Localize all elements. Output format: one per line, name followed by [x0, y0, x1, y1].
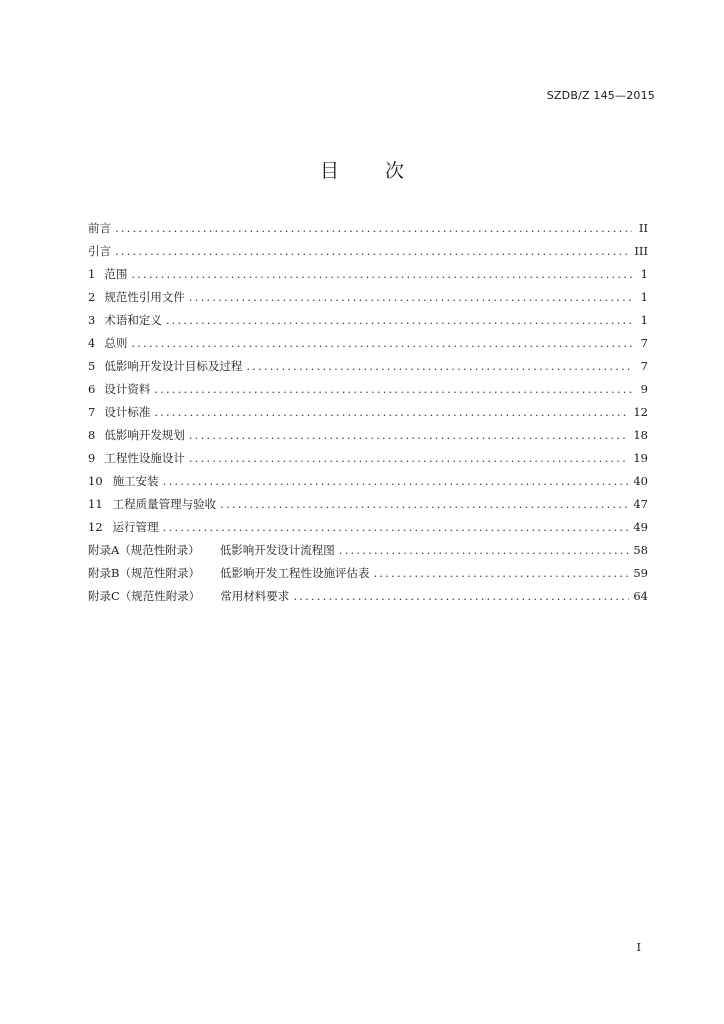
toc-entry-number: 附录C（规范性附录） — [88, 589, 201, 603]
toc-entry-number: 6 — [88, 382, 96, 396]
page-number: I — [636, 941, 641, 954]
toc-entry-3[interactable] — [88, 309, 648, 332]
toc-leader-dots — [154, 401, 629, 424]
toc-entry-11[interactable] — [88, 493, 648, 516]
toc-entry-number: 12 — [88, 520, 103, 534]
toc-entry-label: 低影响开发工程性设施评估表 — [219, 566, 370, 580]
toc-entry-number: 10 — [88, 474, 103, 488]
toc-entry-label: 低影响开发设计目标及过程 — [104, 359, 243, 373]
toc-leader-dots — [293, 585, 629, 608]
toc-entry-4[interactable] — [88, 332, 648, 355]
toc-entry-page: 1 — [640, 267, 648, 281]
document-code: SZDB/Z 145—2015 — [546, 89, 655, 102]
toc-entry-page: 7 — [640, 336, 648, 350]
toc-entry-label: 前言 — [88, 221, 111, 235]
toc-entry-label: 设计标准 — [104, 405, 151, 419]
toc-entry-label: 范围 — [104, 267, 128, 281]
toc-entry-page: 1 — [640, 313, 648, 327]
toc-entry-page: 59 — [633, 566, 648, 580]
toc-leader-dots — [115, 217, 632, 240]
toc-entry-label: 术语和定义 — [104, 313, 162, 327]
toc-leader-dots — [220, 493, 629, 516]
toc-entry-2[interactable] — [88, 286, 648, 309]
toc-entry-page: 58 — [633, 543, 648, 557]
toc-entry-5[interactable] — [88, 355, 648, 378]
toc-entry-foreword[interactable] — [88, 217, 648, 240]
toc-leader-dots — [131, 263, 632, 286]
toc-entry-page: 19 — [633, 451, 648, 465]
toc-entry-page: III — [634, 244, 648, 258]
toc-leader-dots — [189, 447, 630, 470]
toc-entry-1[interactable] — [88, 263, 648, 286]
toc-entry-number: 2 — [88, 290, 96, 304]
toc-entry-number: 4 — [88, 336, 96, 350]
toc-entry-label: 低影响开发规划 — [104, 428, 185, 442]
toc-entry-page: 7 — [640, 359, 648, 373]
table-of-contents — [88, 217, 648, 608]
toc-entry-page: 12 — [633, 405, 648, 419]
toc-leader-dots — [131, 332, 632, 355]
toc-entry-label: 规范性引用文件 — [104, 290, 185, 304]
toc-entry-label: 工程质量管理与验收 — [112, 497, 217, 511]
toc-entry-annex-b[interactable] — [88, 562, 648, 585]
toc-leader-dots — [163, 516, 630, 539]
toc-leader-dots — [154, 378, 632, 401]
toc-entry-number: 5 — [88, 359, 96, 373]
toc-entry-label: 常用材料要求 — [220, 589, 290, 603]
toc-entry-page: 49 — [633, 520, 648, 534]
toc-entry-page: 18 — [633, 428, 648, 442]
toc-entry-label: 设计资料 — [104, 382, 151, 396]
toc-entry-7[interactable] — [88, 401, 648, 424]
toc-leader-dots — [115, 240, 630, 263]
toc-leader-dots — [166, 309, 632, 332]
toc-entry-number: 7 — [88, 405, 96, 419]
toc-entry-number: 8 — [88, 428, 96, 442]
toc-leader-dots — [246, 355, 632, 378]
toc-title: 目 次 — [319, 160, 425, 182]
toc-entry-page: II — [638, 221, 648, 235]
toc-entry-label: 引言 — [88, 244, 111, 258]
toc-entry-number: 9 — [88, 451, 96, 465]
toc-entry-page: 9 — [640, 382, 648, 396]
toc-entry-6[interactable] — [88, 378, 648, 401]
toc-entry-number: 1 — [88, 267, 96, 281]
toc-entry-introduction[interactable] — [88, 240, 648, 263]
toc-entry-number: 11 — [88, 497, 103, 511]
toc-leader-dots — [189, 424, 630, 447]
toc-leader-dots — [373, 562, 629, 585]
toc-entry-annex-a[interactable] — [88, 539, 648, 562]
toc-entry-12[interactable] — [88, 516, 648, 539]
toc-entry-number: 3 — [88, 313, 96, 327]
toc-entry-page: 47 — [633, 497, 648, 511]
toc-entry-page: 40 — [633, 474, 648, 488]
toc-leader-dots — [163, 470, 630, 493]
toc-entry-label: 工程性设施设计 — [104, 451, 185, 465]
toc-entry-label: 施工安装 — [112, 474, 159, 488]
toc-entry-page: 64 — [633, 589, 648, 603]
toc-entry-8[interactable] — [88, 424, 648, 447]
toc-entry-10[interactable] — [88, 470, 648, 493]
toc-leader-dots — [189, 286, 632, 309]
toc-leader-dots — [339, 539, 630, 562]
toc-entry-label: 运行管理 — [112, 520, 159, 534]
toc-entry-number: 附录B（规范性附录） — [88, 566, 200, 580]
toc-entry-label: 低影响开发设计流程图 — [219, 543, 335, 557]
toc-entry-annex-c[interactable] — [88, 585, 648, 608]
toc-entry-label: 总则 — [104, 336, 128, 350]
toc-entry-9[interactable] — [88, 447, 648, 470]
toc-entry-number: 附录A（规范性附录） — [88, 543, 200, 557]
toc-entry-page: 1 — [640, 290, 648, 304]
